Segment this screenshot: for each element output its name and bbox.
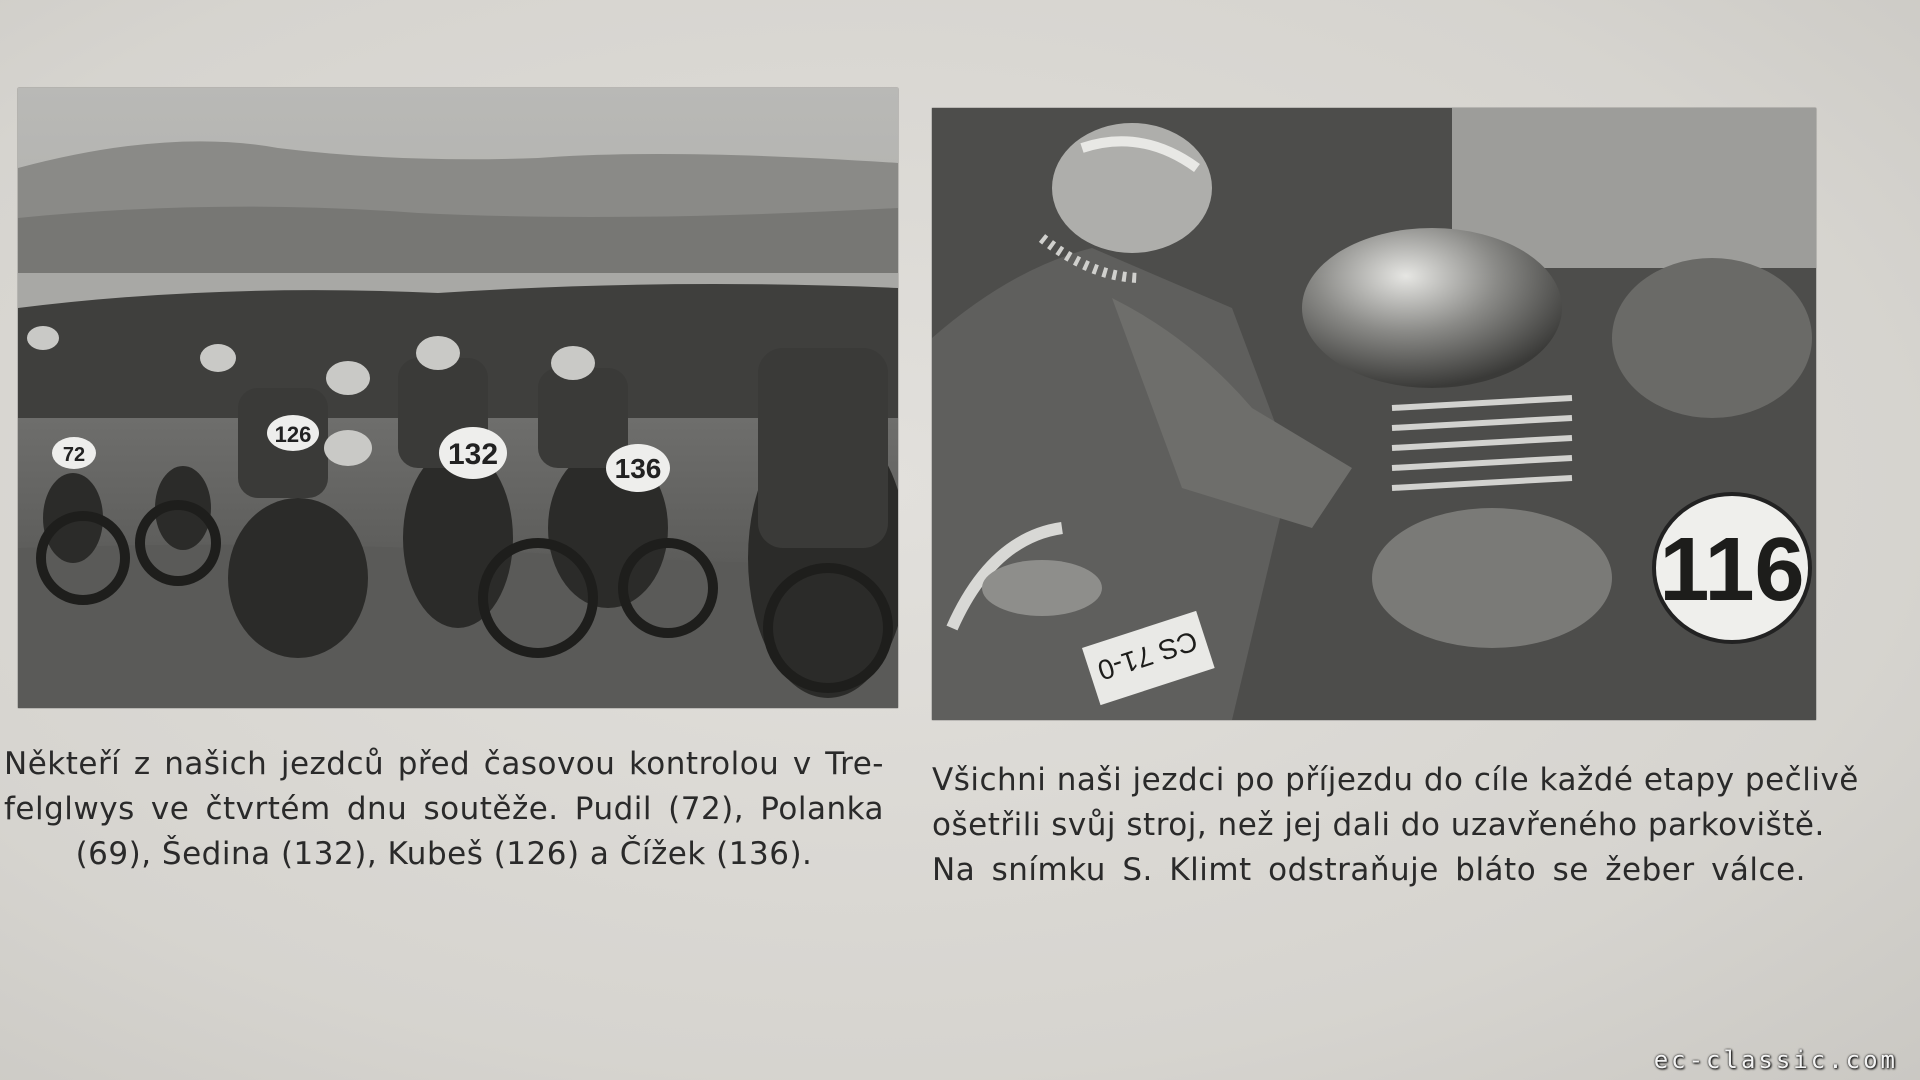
photo-klimt-cleaning-cylinder: [932, 108, 1816, 720]
watermark: ec-classic.com: [1653, 1046, 1898, 1074]
race-number-126: 126: [274, 422, 312, 447]
caption-right-line-1: Všichni naši jezdci po příjezdu do cíle každé etapy pečlivě: [932, 762, 1859, 798]
caption-left-line-1: Někteří z našich jezdců před časovou kontrolou v Tre-: [4, 746, 884, 782]
race-number-116: 116: [1659, 520, 1805, 620]
caption-right-line-3: Na snímku S. Klimt odstraňuje bláto se žeber válce.: [932, 852, 1806, 888]
caption-left-line-3: (69), Šedina (132), Kubeš (126) a Čížek (136).: [75, 836, 813, 872]
race-number-72: 72: [62, 444, 86, 466]
caption-right: [932, 758, 1859, 893]
race-number-132: 132: [447, 438, 499, 471]
race-number-136: 136: [614, 453, 662, 484]
caption-left-line-2: felglwys ve čtvrtém dnu soutěže. Pudil (72), Polanka: [4, 791, 884, 827]
photo-riders-time-control: [18, 88, 898, 708]
caption-left: [4, 742, 884, 877]
caption-right-line-2: ošetřili svůj stroj, než jej dali do uzavřeného parkoviště.: [932, 807, 1825, 843]
licence-plate: CS 71-0: [1093, 625, 1202, 687]
